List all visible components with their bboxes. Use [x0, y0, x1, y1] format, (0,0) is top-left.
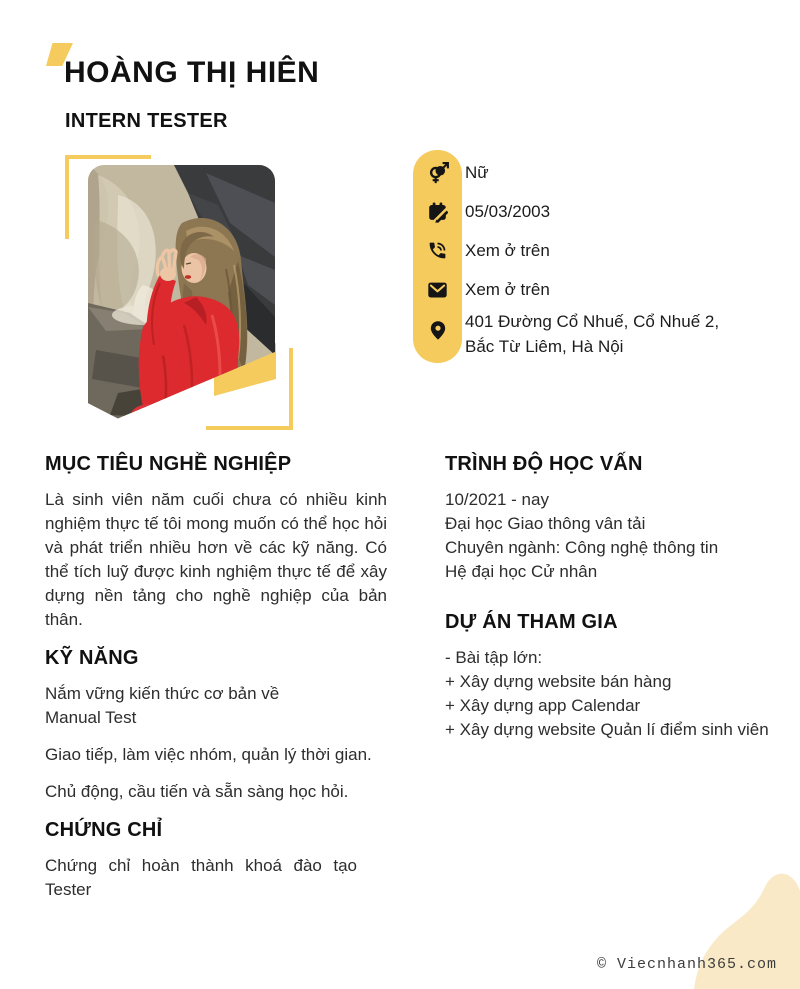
- contact-row-address: [413, 309, 773, 359]
- phone-icon: [413, 240, 462, 261]
- footer-credit: © Viecnhanh365.com: [596, 956, 777, 973]
- project-line: + Xây dựng app Calendar: [445, 696, 641, 715]
- location-icon: [413, 309, 462, 342]
- gender-icon: [413, 161, 462, 185]
- project-line: + Xây dựng website bán hàng: [445, 672, 672, 691]
- contact-value: Nữ: [465, 163, 489, 182]
- contact-value: 05/03/2003: [465, 202, 551, 221]
- contact-value: Xem ở trên: [465, 241, 550, 260]
- objective-text: Là sinh viên năm cuối chưa có nhiều kinh nghiệm thực tế tôi mong muốn có thể học hỏi và phát triển nhiều hơn về các kỹ năng. Có thể tích luỹ được kinh nghiệm thực tế để xây dựng nền tảng cho nghề nghiệp của bản thân.: [45, 490, 387, 629]
- contact-row-phone: [413, 231, 773, 270]
- education-line: 10/2021 - nay: [445, 490, 549, 509]
- section-heading: KỸ NĂNG: [45, 647, 139, 669]
- education-line: Hệ đại học Cử nhân: [445, 562, 598, 581]
- contact-row-gender: [413, 153, 773, 192]
- skill-item: Nắm vững kiến thức cơ bản về Manual Test: [45, 684, 280, 727]
- skill-item: Giao tiếp, làm việc nhóm, quản lý thời gian.: [45, 745, 372, 764]
- education-line: Chuyên ngành: Công nghệ thông tin: [445, 538, 719, 557]
- section-projects: [445, 610, 790, 742]
- section-objective: [45, 452, 387, 632]
- education-line: Đại học Giao thông vân tải: [445, 514, 646, 533]
- section-heading: TRÌNH ĐỘ HỌC VẤN: [445, 453, 643, 475]
- section-heading: DỰ ÁN THAM GIA: [445, 611, 618, 633]
- section-education: [445, 452, 790, 584]
- right-column: [445, 452, 790, 742]
- birthday-icon: [413, 200, 462, 224]
- project-line: - Bài tập lớn:: [445, 648, 543, 667]
- contact-value: 401 Đường Cổ Nhuế, Cổ Nhuế 2, Bắc Từ Liêm, Hà Nội: [465, 312, 720, 356]
- page-title: HOÀNG THỊ HIÊN: [64, 56, 320, 89]
- section-skills: [45, 646, 387, 804]
- section-certificates: [45, 818, 387, 902]
- contact-row-birthday: [413, 192, 773, 231]
- project-line: + Xây dựng website Quản lí điểm sinh viên: [445, 720, 769, 739]
- job-title: INTERN TESTER: [65, 110, 228, 132]
- contact-value: Xem ở trên: [465, 280, 550, 299]
- left-column: [45, 452, 387, 902]
- certificate-text: Chứng chỉ hoàn thành khoá đào tạo Tester: [45, 856, 357, 899]
- section-heading: MỤC TIÊU NGHỀ NGHIỆP: [45, 453, 292, 475]
- section-heading: CHỨNG CHỈ: [45, 819, 163, 841]
- email-icon: [413, 281, 462, 299]
- contact-list: [413, 150, 773, 359]
- contact-row-email: [413, 270, 773, 309]
- skill-item: Chủ động, cầu tiến và sẵn sàng học hỏi.: [45, 782, 349, 801]
